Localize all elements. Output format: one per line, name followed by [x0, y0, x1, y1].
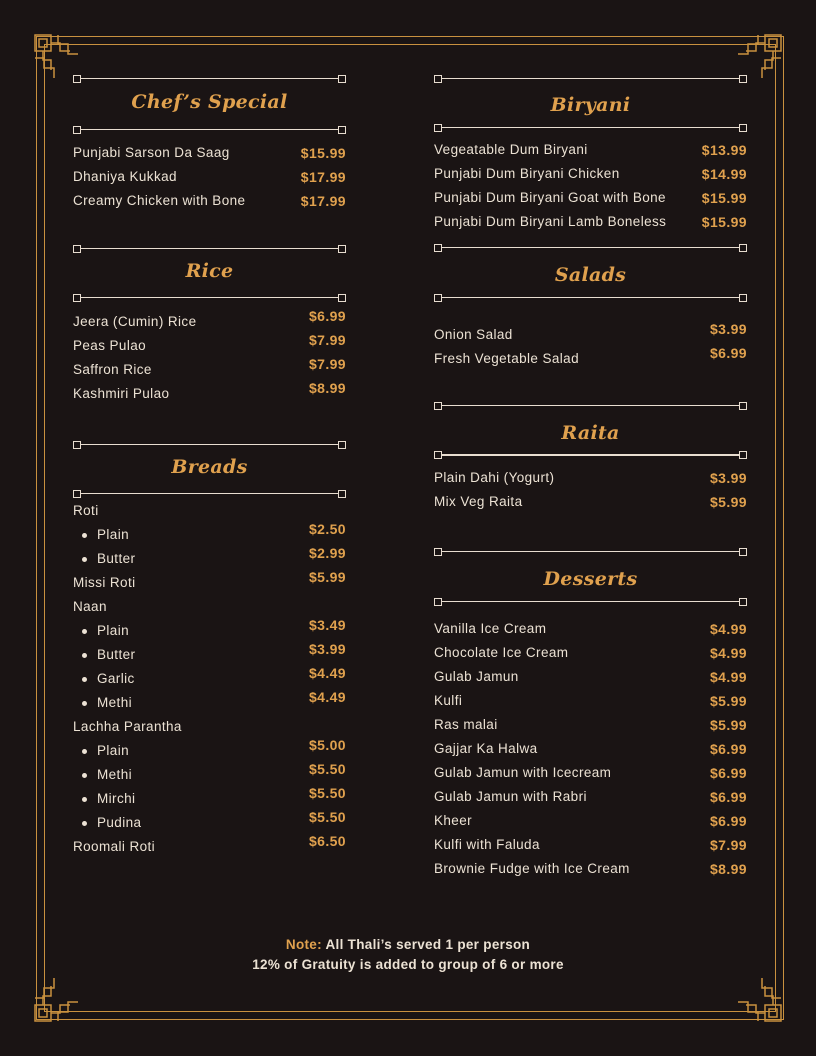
menu-item: [73, 617, 346, 643]
item-name: Plain: [97, 743, 130, 758]
item-price: $6.50: [308, 833, 346, 849]
divider: [73, 245, 346, 253]
item-name: Kashmiri Pulao: [73, 386, 170, 401]
note-label: Note:: [285, 937, 322, 952]
item-name: Butter: [97, 647, 136, 662]
item-name: Plain: [97, 527, 130, 542]
section-title-raita: Raita: [561, 422, 620, 444]
corner-ornament-icon: [736, 976, 782, 1022]
corner-ornament-icon: [34, 34, 80, 80]
menu-item: [73, 308, 346, 334]
item-price: $6.99: [709, 345, 747, 361]
item-name: Gajjar Ka Halwa: [434, 741, 538, 756]
item-name: Roti: [73, 503, 99, 518]
item-name: Vegeatable Dum Biryani: [434, 142, 588, 157]
menu-item: [434, 789, 747, 809]
item-price: $5.99: [709, 494, 747, 510]
section-title-biryani: Biryani: [550, 94, 631, 116]
menu-item: [73, 521, 346, 547]
corner-ornament-icon: [736, 34, 782, 80]
item-name: Gulab Jamun: [434, 669, 519, 684]
divider: [434, 294, 747, 302]
item-price: $6.99: [709, 813, 747, 829]
menu-item: [434, 190, 747, 210]
divider: [434, 451, 747, 459]
item-name: Ras malai: [434, 717, 498, 732]
item-name: Kheer: [434, 813, 473, 828]
menu-item: [434, 693, 747, 713]
divider: [434, 244, 747, 252]
menu-item: [73, 599, 346, 619]
item-name: Kulfi: [434, 693, 463, 708]
menu-item: [434, 837, 747, 857]
note-text: All Thali’s served 1 per person: [325, 937, 531, 952]
item-name: Garlic: [97, 671, 135, 686]
item-name: Plain Dahi (Yogurt): [434, 470, 555, 485]
item-name: Butter: [97, 551, 136, 566]
item-price: $2.99: [308, 545, 346, 561]
item-price: $4.49: [308, 689, 346, 705]
menu-item: [73, 380, 346, 406]
menu-item: [73, 569, 346, 595]
menu-item: [73, 689, 346, 715]
item-price: $6.99: [709, 789, 747, 805]
menu-item: [434, 142, 747, 162]
menu-item: [434, 321, 747, 347]
divider: [434, 75, 747, 83]
item-name: Mirchi: [97, 791, 136, 806]
item-name: Methi: [97, 767, 133, 782]
item-name: Saffron Rice: [73, 362, 152, 377]
menu-item: [434, 494, 747, 514]
item-price: $15.99: [701, 190, 747, 206]
item-price: $2.50: [308, 521, 346, 537]
item-name: Punjabi Dum Biryani Chicken: [434, 166, 620, 181]
item-price: $7.99: [709, 837, 747, 853]
divider: [434, 548, 747, 556]
item-name: Methi: [97, 695, 133, 710]
item-name: Vanilla Ice Cream: [434, 621, 547, 636]
item-name: Naan: [73, 599, 107, 614]
menu-item: [73, 169, 346, 189]
item-price: $3.99: [709, 470, 747, 486]
divider: [73, 75, 346, 83]
item-name: Punjabi Sarson Da Saag: [73, 145, 230, 160]
divider: [73, 294, 346, 302]
item-name: Dhaniya Kukkad: [73, 169, 177, 184]
item-price: $8.99: [709, 861, 747, 877]
menu-item: [73, 785, 346, 811]
item-price: $4.99: [709, 669, 747, 685]
menu-item: [73, 809, 346, 835]
item-price: $3.99: [709, 321, 747, 337]
divider: [73, 490, 346, 498]
item-name: Kulfi with Faluda: [434, 837, 540, 852]
menu-item: [73, 761, 346, 787]
item-price: $17.99: [300, 193, 346, 209]
item-price: $15.99: [701, 214, 747, 230]
divider: [73, 126, 346, 134]
menu-item: [73, 332, 346, 358]
item-price: $4.49: [308, 665, 346, 681]
item-price: $5.99: [709, 693, 747, 709]
item-name: Chocolate Ice Cream: [434, 645, 569, 660]
item-name: Roomali Roti: [73, 839, 156, 854]
menu-item: [434, 345, 747, 371]
item-name: Creamy Chicken with Bone: [73, 193, 246, 208]
item-name: Lachha Parantha: [73, 719, 182, 734]
item-price: $15.99: [300, 145, 346, 161]
menu-item: [434, 166, 747, 186]
item-price: $3.49: [308, 617, 346, 633]
item-price: $6.99: [308, 308, 346, 324]
menu-item: [73, 641, 346, 667]
section-title-breads: Breads: [171, 456, 248, 478]
item-name: Punjabi Dum Biryani Goat with Bone: [434, 190, 666, 205]
note-line-2: 12% of Gratuity is added to group of 6 or more: [252, 957, 564, 972]
menu-item: [73, 193, 346, 213]
divider: [434, 598, 747, 606]
menu-item: [434, 717, 747, 737]
menu-item: [434, 765, 747, 785]
item-price: $7.99: [308, 356, 346, 372]
item-price: $17.99: [300, 169, 346, 185]
item-name: Missi Roti: [73, 575, 136, 590]
menu-item: [73, 356, 346, 382]
menu-item: [434, 621, 747, 641]
item-price: $5.50: [308, 809, 346, 825]
item-price: $6.99: [709, 765, 747, 781]
item-name: Jeera (Cumin) Rice: [73, 314, 197, 329]
item-price: $6.99: [709, 741, 747, 757]
menu-item: [73, 719, 346, 739]
menu-item: [73, 665, 346, 691]
item-name: Punjabi Dum Biryani Lamb Boneless: [434, 214, 667, 229]
note-line-1: [0, 937, 816, 952]
item-price: $7.99: [308, 332, 346, 348]
item-price: $5.50: [308, 761, 346, 777]
item-price: $5.50: [308, 785, 346, 801]
divider: [434, 124, 747, 132]
item-price: $14.99: [701, 166, 747, 182]
item-name: Fresh Vegetable Salad: [434, 351, 579, 366]
menu-item: [434, 669, 747, 689]
menu-item: [73, 833, 346, 859]
item-price: $8.99: [308, 380, 346, 396]
section-title-desserts: Desserts: [543, 568, 638, 590]
item-price: $4.99: [709, 645, 747, 661]
menu-item: [73, 545, 346, 571]
item-name: Brownie Fudge with Ice Cream: [434, 861, 630, 876]
item-price: $4.99: [709, 621, 747, 637]
divider: [73, 441, 346, 449]
divider: [434, 402, 747, 410]
item-price: $3.99: [308, 641, 346, 657]
item-name: Gulab Jamun with Rabri: [434, 789, 587, 804]
item-name: Pudina: [97, 815, 142, 830]
item-name: Onion Salad: [434, 327, 513, 342]
item-name: Mix Veg Raita: [434, 494, 523, 509]
menu-item: [434, 741, 747, 761]
item-name: Peas Pulao: [73, 338, 147, 353]
menu-item: [434, 861, 747, 881]
section-title-chefs-special: Chef’s Special: [131, 91, 288, 113]
menu-item: [434, 470, 747, 490]
item-price: $5.99: [709, 717, 747, 733]
item-price: $5.00: [308, 737, 346, 753]
corner-ornament-icon: [34, 976, 80, 1022]
menu-item: [434, 214, 747, 234]
menu-item: [434, 645, 747, 665]
item-name: Gulab Jamun with Icecream: [434, 765, 612, 780]
section-title-salads: Salads: [554, 264, 627, 286]
menu-item: [434, 813, 747, 833]
menu-item: [73, 145, 346, 165]
item-price: $13.99: [701, 142, 747, 158]
menu-item: [73, 503, 346, 523]
menu-item: [73, 737, 346, 763]
section-title-rice: Rice: [185, 260, 234, 282]
item-price: $5.99: [308, 569, 346, 585]
item-name: Plain: [97, 623, 130, 638]
